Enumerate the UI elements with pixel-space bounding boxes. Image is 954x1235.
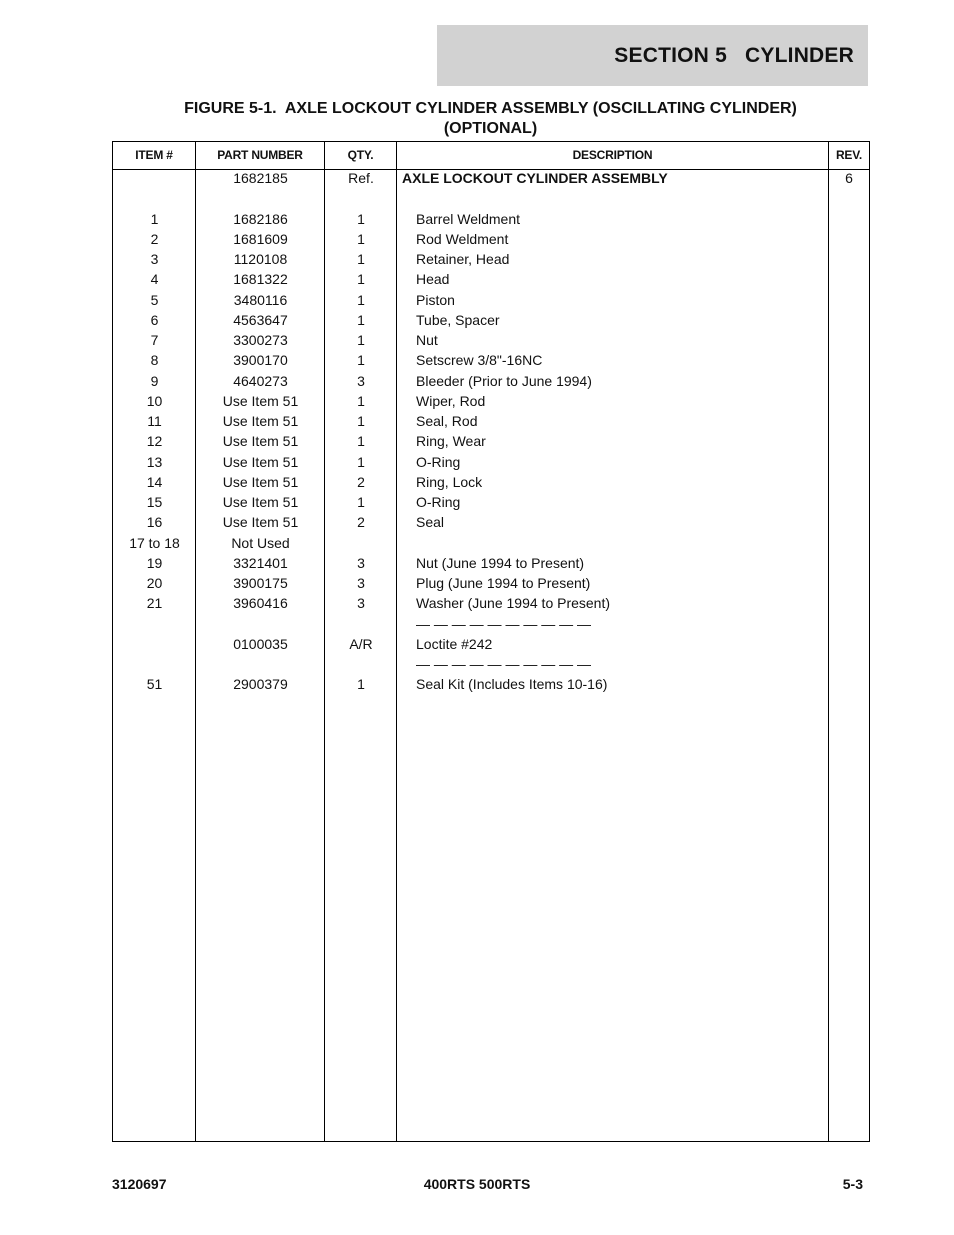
table-row: [113, 474, 869, 494]
table-row: [113, 595, 869, 615]
description-cell: Rod Weldment: [416, 230, 509, 247]
quantity-cell: 1: [357, 676, 365, 693]
figure-title-line-2: (OPTIONAL): [443, 120, 538, 137]
table-row: [113, 494, 869, 514]
part-number-cell: Use Item 51: [222, 453, 299, 470]
header-rev: REV.: [835, 148, 863, 162]
part-number-cell: 1681322: [233, 271, 288, 288]
table-row: [113, 190, 869, 210]
table-row: [113, 373, 869, 393]
part-number-cell: 1120108: [233, 251, 288, 267]
description-cell: [416, 190, 826, 210]
item-number-cell: 3: [150, 251, 159, 267]
revision-cell: [829, 454, 869, 474]
footer-page-number: 5-3: [842, 1176, 863, 1192]
item-number-cell: 16: [146, 514, 163, 531]
quantity-cell: 1: [357, 230, 365, 247]
part-number-cell: Use Item 51: [222, 514, 299, 531]
header-description: DESCRIPTION: [572, 148, 653, 162]
quantity-cell: 1: [357, 291, 365, 308]
revision-cell: [829, 211, 869, 231]
quantity-cell: 3: [357, 372, 365, 389]
revision-cell: [829, 271, 869, 291]
table-row: [113, 393, 869, 413]
quantity-cell: [325, 190, 397, 210]
revision-cell: [829, 616, 869, 636]
table-row: [113, 231, 869, 251]
part-number-cell: Use Item 51: [222, 473, 299, 490]
quantity-cell: 1: [357, 413, 365, 429]
quantity-cell: [325, 535, 397, 555]
revision-cell: [829, 373, 869, 393]
quantity-cell: 1: [357, 494, 365, 510]
item-number-cell: [113, 656, 196, 676]
section-header: [437, 25, 868, 86]
item-number-cell: 1: [150, 210, 159, 227]
item-number-cell: 21: [146, 595, 163, 612]
item-number-cell: 13: [146, 453, 163, 470]
table-row: [113, 636, 869, 656]
quantity-cell: 1: [357, 392, 365, 409]
table-row: [113, 656, 869, 676]
item-number-cell: [113, 636, 196, 656]
part-number-cell: Use Item 51: [222, 433, 299, 450]
quantity-cell: 1: [357, 352, 365, 369]
table-row: [113, 170, 869, 190]
part-number-cell: [196, 656, 325, 676]
revision-cell: [829, 433, 869, 453]
table-row: [113, 433, 869, 453]
table-row: [113, 352, 869, 372]
table-row: [113, 312, 869, 332]
description-cell: — — — — — — — — — —: [416, 615, 592, 632]
quantity-cell: 3: [357, 554, 365, 571]
part-number-cell: 1682186: [233, 210, 288, 227]
item-number-cell: 12: [146, 433, 163, 450]
item-number-cell: 9: [150, 372, 159, 389]
header-qty: QTY.: [347, 148, 374, 162]
table-row: [113, 514, 869, 534]
revision-cell: 6: [845, 170, 853, 186]
revision-cell: [829, 231, 869, 251]
revision-cell: [829, 494, 869, 514]
revision-cell: [829, 676, 869, 696]
table-row: [113, 271, 869, 291]
revision-cell: [829, 352, 869, 372]
parts-table: [112, 141, 870, 1142]
revision-cell: [829, 595, 869, 615]
description-cell: Seal, Rod: [416, 413, 478, 429]
quantity-cell: 1: [357, 271, 365, 288]
revision-cell: [829, 292, 869, 312]
part-number-cell: Use Item 51: [222, 413, 299, 429]
description-cell: Nut: [416, 332, 438, 348]
item-number-cell: 7: [150, 332, 159, 348]
part-number-cell: [196, 190, 325, 210]
quantity-cell: 1: [357, 251, 365, 267]
item-number-cell: 15: [146, 494, 163, 510]
description-cell: Ring, Lock: [416, 473, 483, 490]
quantity-cell: 1: [357, 453, 365, 470]
revision-cell: [829, 332, 869, 352]
description-cell: Setscrew 3/8"-16NC: [416, 352, 543, 369]
description-cell: Wiper, Rod: [416, 392, 486, 409]
figure-title-line-1: FIGURE 5-1. AXLE LOCKOUT CYLINDER ASSEMBLY (OSCILLATING CYLINDER): [184, 100, 797, 117]
revision-cell: [829, 656, 869, 676]
quantity-cell: 3: [357, 575, 365, 591]
part-number-cell: Use Item 51: [222, 494, 299, 510]
quantity-cell: 1: [357, 332, 365, 348]
revision-cell: [829, 575, 869, 595]
description-cell: AXLE LOCKOUT CYLINDER ASSEMBLY: [402, 170, 668, 186]
description-cell: [416, 535, 826, 555]
revision-cell: [829, 413, 869, 433]
table-row: [113, 555, 869, 575]
part-number-cell: 3960416: [233, 595, 288, 612]
part-number-cell: 3321401: [233, 554, 288, 571]
revision-cell: [829, 555, 869, 575]
revision-cell: [829, 312, 869, 332]
part-number-cell: 2900379: [233, 676, 288, 693]
part-number-cell: [196, 616, 325, 636]
description-cell: Seal: [416, 514, 445, 531]
item-number-cell: 20: [146, 575, 163, 591]
table-row: [113, 616, 869, 636]
description-cell: Bleeder (Prior to June 1994): [416, 372, 592, 389]
footer-doc-number: 3120697: [112, 1176, 167, 1192]
quantity-cell: 1: [357, 311, 365, 328]
description-cell: Head: [416, 271, 450, 288]
part-number-cell: 1682185: [233, 170, 288, 186]
item-number-cell: 17 to 18: [129, 534, 180, 551]
part-number-cell: 3900175: [233, 575, 288, 591]
item-number-cell: 8: [150, 352, 159, 369]
item-number-cell: 4: [150, 271, 159, 288]
part-number-cell: 4563647: [233, 311, 288, 328]
description-cell: Seal Kit (Includes Items 10-16): [416, 676, 608, 693]
item-number-cell: 11: [147, 413, 162, 429]
revision-cell: [829, 535, 869, 555]
quantity-cell: Ref.: [348, 170, 374, 186]
item-number-cell: [113, 616, 196, 636]
revision-cell: [829, 190, 869, 210]
item-number-cell: [113, 170, 196, 190]
description-cell: Loctite #242: [416, 635, 493, 652]
description-cell: Retainer, Head: [416, 251, 510, 267]
part-number-cell: Use Item 51: [222, 392, 299, 409]
header-item: ITEM #: [135, 148, 173, 162]
description-cell: Ring, Wear: [416, 433, 486, 450]
description-cell: Washer (June 1994 to Present): [416, 595, 611, 612]
quantity-cell: 1: [357, 433, 365, 450]
revision-cell: [829, 251, 869, 271]
quantity-cell: 2: [357, 514, 365, 531]
item-number-cell: 6: [150, 311, 159, 328]
revision-cell: [829, 514, 869, 534]
item-number-cell: 51: [146, 676, 163, 693]
item-number-cell: 19: [146, 554, 163, 571]
description-cell: Nut (June 1994 to Present): [416, 554, 585, 571]
description-cell: — — — — — — — — — —: [416, 656, 592, 672]
quantity-cell: 2: [357, 473, 365, 490]
description-cell: Plug (June 1994 to Present): [416, 575, 591, 591]
description-cell: O-Ring: [416, 453, 461, 470]
table-row: [113, 211, 869, 231]
part-number-cell: Not Used: [231, 534, 290, 551]
part-number-cell: 3480116: [233, 291, 288, 308]
revision-cell: [829, 474, 869, 494]
table-body: [113, 170, 869, 697]
figure-title: [112, 99, 869, 139]
quantity-cell: A/R: [349, 635, 373, 652]
item-number-cell: 2: [150, 230, 159, 247]
table-row: [113, 676, 869, 696]
revision-cell: [829, 393, 869, 413]
revision-cell: [829, 636, 869, 656]
description-cell: Barrel Weldment: [416, 210, 521, 227]
table-row: [113, 332, 869, 352]
description-cell: Piston: [416, 291, 455, 308]
section-title: SECTION 5 CYLINDER: [614, 43, 854, 67]
part-number-cell: 0100035: [233, 635, 288, 652]
part-number-cell: 1681609: [233, 230, 288, 247]
header-part-number: PART NUMBER: [217, 148, 303, 162]
part-number-cell: 3900170: [233, 352, 288, 369]
item-number-cell: 10: [146, 392, 163, 409]
table-row: [113, 454, 869, 474]
table-row: [113, 535, 869, 555]
description-cell: O-Ring: [416, 494, 461, 510]
part-number-cell: 3300273: [233, 332, 288, 348]
table-row: [113, 292, 869, 312]
table-row: [113, 251, 869, 271]
item-number-cell: [113, 190, 196, 210]
table-row: [113, 413, 869, 433]
table-row: [113, 575, 869, 595]
quantity-cell: 1: [357, 210, 365, 227]
item-number-cell: 14: [146, 473, 163, 490]
footer-models: 400RTS 500RTS: [423, 1176, 531, 1192]
quantity-cell: [325, 656, 397, 676]
item-number-cell: 5: [150, 291, 159, 308]
description-cell: Tube, Spacer: [416, 311, 500, 328]
quantity-cell: [325, 616, 397, 636]
part-number-cell: 4640273: [233, 372, 288, 389]
quantity-cell: 3: [357, 595, 365, 612]
